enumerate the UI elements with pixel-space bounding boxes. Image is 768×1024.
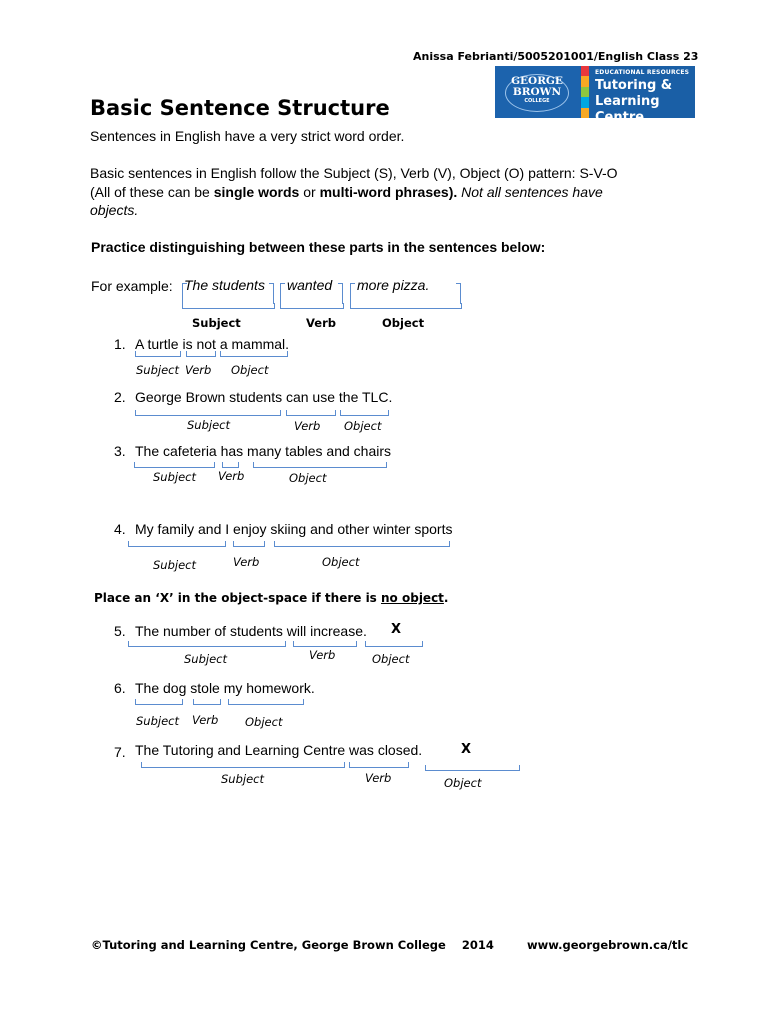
item-number: 4. <box>114 521 126 537</box>
object-bracket <box>228 699 304 705</box>
subject-bracket <box>128 541 226 547</box>
verb-bracket <box>222 462 239 468</box>
item-number: 5. <box>114 623 126 639</box>
author-line: Anissa Febrianti/5005201001/English Class 23 <box>413 50 699 63</box>
item-number: 7. <box>114 744 126 760</box>
example-verb: wanted <box>287 277 333 293</box>
sentence-1: A turtle is not a mammal. <box>135 336 290 352</box>
subject-bracket <box>141 762 345 768</box>
pattern-line-1: Basic sentences in English follow the Subject (S), Verb (V), Object (O) pattern: S-V-O <box>90 165 618 181</box>
footer-copyright: ©Tutoring and Learning Centre, George Brown College 2014 <box>91 938 494 952</box>
subject-bracket <box>134 462 215 468</box>
george-brown-logo-mark: GEORGE BROWN COLLEGE <box>495 66 580 118</box>
example-object-label: Object <box>382 316 425 330</box>
object-bracket <box>425 765 520 771</box>
object-label: Object <box>344 419 382 433</box>
verb-label: Verb <box>185 363 212 377</box>
footer-url: www.georgebrown.ca/tlc <box>527 938 689 952</box>
color-stripes <box>581 66 589 118</box>
example-verb-label: Verb <box>306 316 336 330</box>
subject-bracket <box>135 351 181 357</box>
pattern-line-2: (All of these can be single words or multi-word phrases). Not all sentences have <box>90 184 603 200</box>
subject-bracket <box>128 641 286 647</box>
subject-label: Subject <box>153 558 196 572</box>
verb-label: Verb <box>218 469 245 483</box>
sentence-7: The Tutoring and Learning Centre was closed. <box>135 742 423 758</box>
verb-bracket <box>233 541 265 547</box>
verb-label: Verb <box>233 555 260 569</box>
verb-bracket <box>193 699 221 705</box>
subject-label: Subject <box>136 714 179 728</box>
practice-heading: Practice distinguishing between these parts in the sentences below: <box>91 239 546 255</box>
object-label: Object <box>322 555 360 569</box>
example-object: more pizza. <box>357 277 430 293</box>
example-verb-bracket <box>280 303 344 309</box>
object-label: Object <box>289 471 327 485</box>
no-object-mark: X <box>461 742 472 757</box>
object-label: Object <box>372 652 410 666</box>
example-object-bracket <box>350 303 462 309</box>
item-number: 3. <box>114 443 126 459</box>
example-subject-bracket <box>182 303 275 309</box>
item-number: 2. <box>114 389 126 405</box>
subject-label: Subject <box>153 470 196 484</box>
page-title: Basic Sentence Structure <box>90 96 390 120</box>
example-prefix: For example: <box>91 278 173 294</box>
object-bracket <box>253 462 387 468</box>
object-bracket <box>274 541 450 547</box>
subject-bracket <box>135 699 183 705</box>
sentence-5: The number of students will increase. <box>135 623 367 639</box>
verb-label: Verb <box>365 771 392 785</box>
subject-label: Subject <box>187 418 230 432</box>
subject-bracket <box>135 410 281 416</box>
sentence-6: The dog stole my homework. <box>135 680 315 696</box>
no-object-instruction: Place an ‘X’ in the object-space if there is no object. <box>94 591 449 605</box>
object-bracket <box>220 351 288 357</box>
verb-label: Verb <box>294 419 321 433</box>
pattern-line-3: objects. <box>90 202 139 218</box>
object-bracket <box>365 641 423 647</box>
verb-bracket <box>293 641 357 647</box>
verb-label: Verb <box>192 713 219 727</box>
object-bracket <box>340 410 389 416</box>
item-number: 1. <box>114 336 126 352</box>
verb-bracket <box>286 410 336 416</box>
subject-label: Subject <box>184 652 227 666</box>
college-logo: GEORGE BROWN COLLEGE EDUCATIONAL RESOURCES Tutoring & Learning Centre <box>495 66 695 118</box>
item-number: 6. <box>114 680 126 696</box>
sentence-4: My family and I enjoy skiing and other winter sports <box>135 521 453 537</box>
sentence-2: George Brown students can use the TLC. <box>135 389 393 405</box>
subject-label: Subject <box>221 772 264 786</box>
example-subject-label: Subject <box>192 316 241 330</box>
verb-bracket <box>186 351 216 357</box>
object-label: Object <box>231 363 269 377</box>
verb-bracket <box>349 762 409 768</box>
object-label: Object <box>245 715 283 729</box>
example-subject: The students <box>184 277 265 293</box>
verb-label: Verb <box>309 648 336 662</box>
object-label: Object <box>444 776 482 790</box>
intro-text: Sentences in English have a very strict word order. <box>90 128 405 144</box>
no-object-mark: X <box>391 622 402 637</box>
subject-label: Subject <box>136 363 179 377</box>
sentence-3: The cafeteria has many tables and chairs <box>135 443 392 459</box>
